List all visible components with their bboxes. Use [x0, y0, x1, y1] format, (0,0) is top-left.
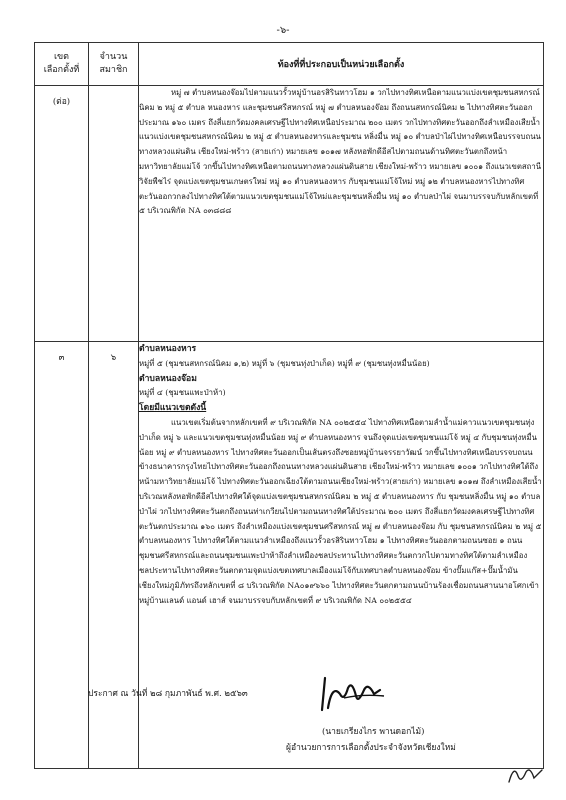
signatory-position: ผู้อำนวยการการเลือกตั้งประจำจังหวัดเชียงใหม่ — [286, 743, 456, 753]
row-member-count: ๖ — [89, 342, 139, 769]
subdistrict-villages: หมู่ที่ ๔ (ชุมชนแพะป่าห้า) — [139, 388, 226, 398]
boundary-heading: โดยมีแนวเขตดังนี้ — [139, 403, 207, 414]
row-district-number: ๓ — [35, 342, 89, 769]
table-row — [35, 342, 544, 769]
row-district-number: (ต่อ) — [35, 86, 89, 342]
boundary-description: แนวเขตเริ่มต้นจากหลักเขตที่ ๙ บริเวณพิกัด NA ๐๐๒๕๕๔ ไปทางทิศเหนือตามลำน้ำแม่คาวแนวเขตชุมชนทุ่งป่าเก็ด หมู่ ๖ และแนวเขตชุมชนทุ่งหมื่นน้อย หมู่ ๙ ตำบลหนองหาร จนถึงจุดแบ่งเขตชุมชนแม่โจ้ หมู่ ๔ กับชุมชนทุ่งหมื่นน้อย หมู่ ๙ ตำบลหนองหาร ไปทางทิศตะวันออกเป็นเส้นตรงถึงซอยหมู่บ้านจรรยาวัฒน์ วกขึ้นไปทางทิศเหนือบรรจบถนนข้างธนาคารกรุงไทยไปทางทิศตะวันออกถึงถนนทางหลวงแผ่นดินสาย เชียงใหม่-พร้าว หมายเลข ๑๐๐๑ วกไปทางทิศใต้ถึงหน้ามหาวิทยาลัยแม่โจ้ ไปทางทิศตะวันออกเฉียงใต้ตามถนนเชียงใหม่-พร้าว(สายเก่า) หมายเลข ๑๐๑๗ ถึงลำเหมืองเสียน้ำบริเวณหลังหอพักดีอีสไปทางทิศใต้จุดแบ่งเขตชุมชนสหกรณ์นิคม ๒ หมู่ ๕ ตำบลหนองหาร กับ ชุมชนหลิ่งมื่น หมู่ ๑๐ ตำบลป่าไผ่ วกไปทางทิศตะวันตกถึงถนนท่าเกวียนไปตามถนนทางทิศใต้ประมาณ ๒๐๐ เมตร ถึงสี่แยกวัดมงคลเศรษฐีไปทางทิศตะวันตกประมาณ ๑๖๐ เมตร ถึงลำเหมืองแบ่งเขตชุมชนศรีสหกรณ์ หมู่ ๗ ตำบลหนองจ๊อม กับ ชุมชนสหกรณ์นิคม ๒ หมู่ ๕ ตำบลหนองหาร ไปทางทิศใต้ตามแนวลำเหมืองถึงแนวรั้วอรสิรินทาวโฮม ๑ ไปทางทิศตะวันออกตามถนนซอย ๑ ถนนชุมชนศรีสหกรณ์และถนนชุมชนแพะป่าห้าถึงลำเหมืองชลประทานไปทางทิศตะวันตกวกไปตามทางทิศใต้ตามลำเหมืองชลประทานไปทางทิศตะวันตกตามจุดแบ่งเขตเทศบาลเมืองแม่โจ้กับเทศบาลตำบลหนองจ๊อม ข้างปั๊มแก๊ส+ปั๊มน้ำมันเชียงใหม่ภูมิภัทรถึงหลักเขตที่ ๘ บริเวณพิกัด NA๐๑๙๖๖๐ ไปทางทิศตะวันตกตามถนนบ้านร้องเชื่อมถนนสานนาอโศกเข้าหมู่บ้านแลนด์ แอนด์ เฮาส์ จนมาบรรจบกับหลักเขตที่ ๙ บริเวณพิกัด NA ๐๐๒๕๕๔ — [139, 417, 542, 605]
row-area-cell — [139, 86, 544, 342]
header-members — [89, 43, 139, 86]
electoral-district-table — [34, 42, 544, 769]
header-area: ท้องที่ที่ประกอบเป็นหน่วยเลือกตั้ง — [139, 43, 544, 86]
header-district — [35, 43, 89, 86]
header-members-text: จำนวน สมาชิก — [99, 52, 128, 75]
area-description: หมู่ ๗ ตำบลหนองจ๊อมไปตามแนวรั้วหมู่บ้านอรสิรินทาวโฮม ๑ วกไปทางทิศเหนือตามแนวแบ่งเขตชุมชนสหกรณ์นิคม ๒ หมู่ ๕ ตำบล หนองหาร และชุมชนศรีสหกรณ์ หมู่ ๗ ตำบลหนองจ๊อม ถึงถนนสหกรณ์นิคม ๒ ไปทางทิศตะวันออกประมาณ ๑๖๐ เมตร ถึงสี่แยกวัดมงคลเศรษฐีไปทางทิศเหนือประมาณ ๒๐๐ เมตร วกไปทางทิศตะวันออกถึงลำเหมืองเสียน้ำแนวแบ่งเขตชุมชนสหกรณ์นิคม ๒ หมู่ ๕ ตำบลหนองหารและชุมชน หลิ่งมื่น หมู่ ๑๐ ตำบลป่าไผ่ไปทางทิศเหนือบรรจบถนนทางหลวงแผ่นดิน เชียงใหม่-พร้าว (สายเก่า) หมายเลข ๑๐๑๗ หลังหอพักดีอีสไปตามถนนด้านทิศตะวันตกถึงหน้ามหาวิทยาลัยแม่โจ้ วกขึ้นไปทางทิศเหนือตามถนนทางหลวงแผ่นดินสาย เชียงใหม่-พร้าว หมายเลข ๑๐๐๑ ถึงแนวเขตสถานีวิจัยพืชไร่ จุดแบ่งเขตชุมชนเกษตรใหม่ หมู่ ๑๐ ตำบลหนองหาร กับชุมชนแม่โจ้ใหม่ หมู่ ๑๒ ตำบลหนองหารไปทางทิศตะวันออกวกลงไปทางทิศใต้ตามแนวเขตชุมชนแม่โจ้ใหม่และชุมชนหลิ่งมื่น หมู่ ๑๐ ตำบลป่าไผ่ จนมาบรรจบกับหลักเขตที่ ๕ บริเวณพิกัด NA ๐๓๘๘๘ — [139, 88, 542, 216]
announcement-date: ประกาศ ณ วันที่ ๒๘ กุมภาพันธ์ พ.ศ. ๒๕๖๓ — [88, 689, 248, 699]
initial-mark — [506, 762, 546, 786]
page-number: -๖- — [276, 25, 290, 36]
row-member-count — [89, 86, 139, 342]
signature — [318, 674, 390, 714]
signatory-name: (นายเกรียงไกร พานดอกไม้) — [322, 727, 425, 737]
table-row — [35, 86, 544, 342]
subdistrict-villages: หมู่ที่ ๕ (ชุมชนสหกรณ์นิคม ๑,๒) หมู่ที่ ๖ (ชุมชนทุ่งป่าเก็ด) หมู่ที่ ๙ (ชุมชนทุ่งหมื่นน้อย) — [139, 358, 430, 368]
subdistrict-title: ตำบลหนองหาร — [139, 344, 197, 354]
subdistrict-title: ตำบลหนองจ๊อม — [139, 373, 197, 384]
table-header-row — [35, 43, 544, 86]
header-district-text: เขต เลือกตั้งที่ — [43, 52, 80, 75]
